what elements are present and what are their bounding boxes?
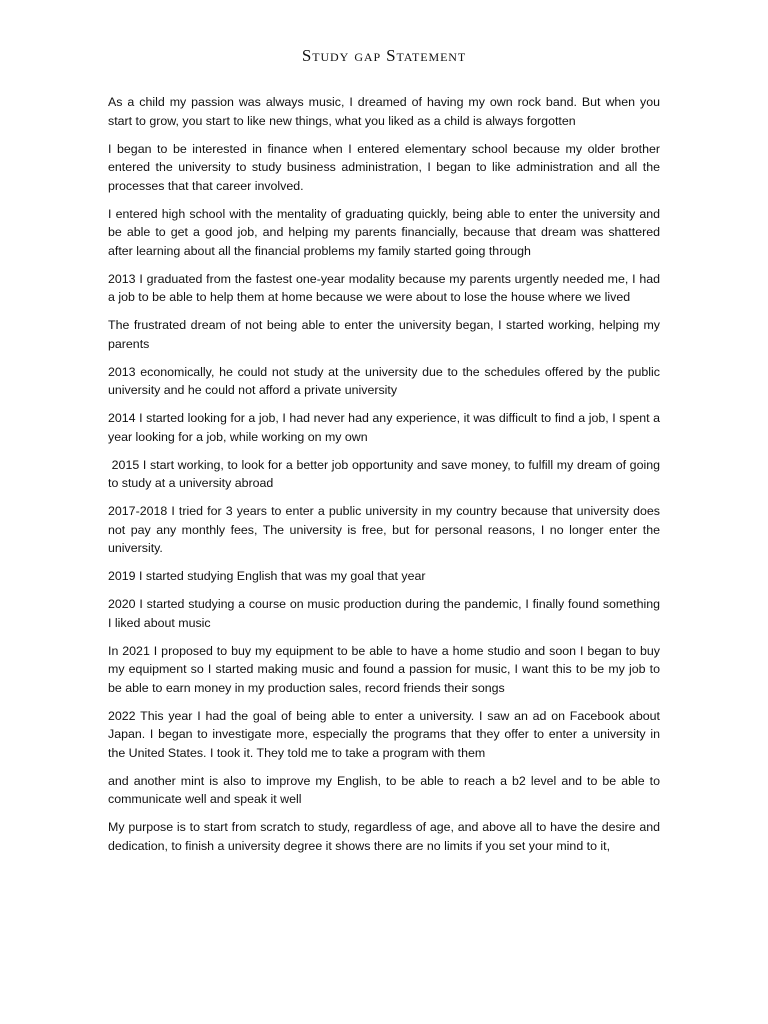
paragraph-2013-economics: 2013 economically, he could not study at the university due to the schedules offered by the public university and he could not afford a private university <box>108 364 660 397</box>
paragraph-2021-home-studio: In 2021 I proposed to buy my equipment to be able to have a home studio and soon I began to buy my equipment so I started making music and found a passion for music, I want this to be my job to be able to earn money in my production sales, record friends their songs <box>108 643 660 695</box>
paragraph-2020-music-course: 2020 I started studying a course on music production during the pandemic, I finally found something I liked about music <box>108 597 660 630</box>
paragraph-improve-english: and another mint is also to improve my English, to be able to reach a b2 level and to be able to communicate well and speak it well <box>108 773 660 806</box>
paragraph-2013-graduation: 2013 I graduated from the fastest one-year modality because my parents urgently needed me, I had a job to be able to help them at home because we were about to lose the house where we lived <box>108 271 660 304</box>
paragraph-2022-university-goal: 2022 This year I had the goal of being able to enter a university. I saw an ad on Facebook about Japan. I began to investigate more, especially the programs that they offer to enter a university in the United States. I took it. They told me to take a program with them <box>108 708 660 760</box>
paragraph-childhood-music: As a child my passion was always music, I dreamed of having my own rock band. But when you start to grow, you start to like new things, what you liked as a child is always forgotten <box>108 95 660 128</box>
paragraph-2019-english: 2019 I started studying English that was my goal that year <box>108 569 426 583</box>
document-body <box>108 93 664 865</box>
paragraph-2015-working: 2015 I start working, to look for a better job opportunity and save money, to fulfill my dream of going to study at a university abroad <box>108 457 664 490</box>
paragraph-finance-interest: I began to be interested in finance when I entered elementary school because my older brother entered the university to study business administration, I began to like administration and all the processes that that career involved. <box>108 141 660 193</box>
paragraph-purpose: My purpose is to start from scratch to study, regardless of age, and above all to have the desire and dedication, to finish a university degree it shows there are no limits if you set your mind to it, <box>108 820 660 853</box>
document-title: Study gap Statement <box>301 46 467 65</box>
paragraph-frustrated-dream: The frustrated dream of not being able to enter the university began, I started working, helping my parents <box>108 318 660 351</box>
paragraph-high-school: I entered high school with the mentality of graduating quickly, being able to enter the university and be able to get a good job, and helping my parents financially, because that dream was shattered after learning about all the financial problems my family started going through <box>108 206 660 258</box>
paragraph-2017-2018-university: 2017-2018 I tried for 3 years to enter a public university in my country because that university does not pay any monthly fees, The university is free, but for personal reasons, I no longer enter the university. <box>108 504 660 555</box>
paragraph-2014-job-search: 2014 I started looking for a job, I had never had any experience, it was difficult to find a job, I spent a year looking for a job, while working on my own <box>108 411 660 444</box>
